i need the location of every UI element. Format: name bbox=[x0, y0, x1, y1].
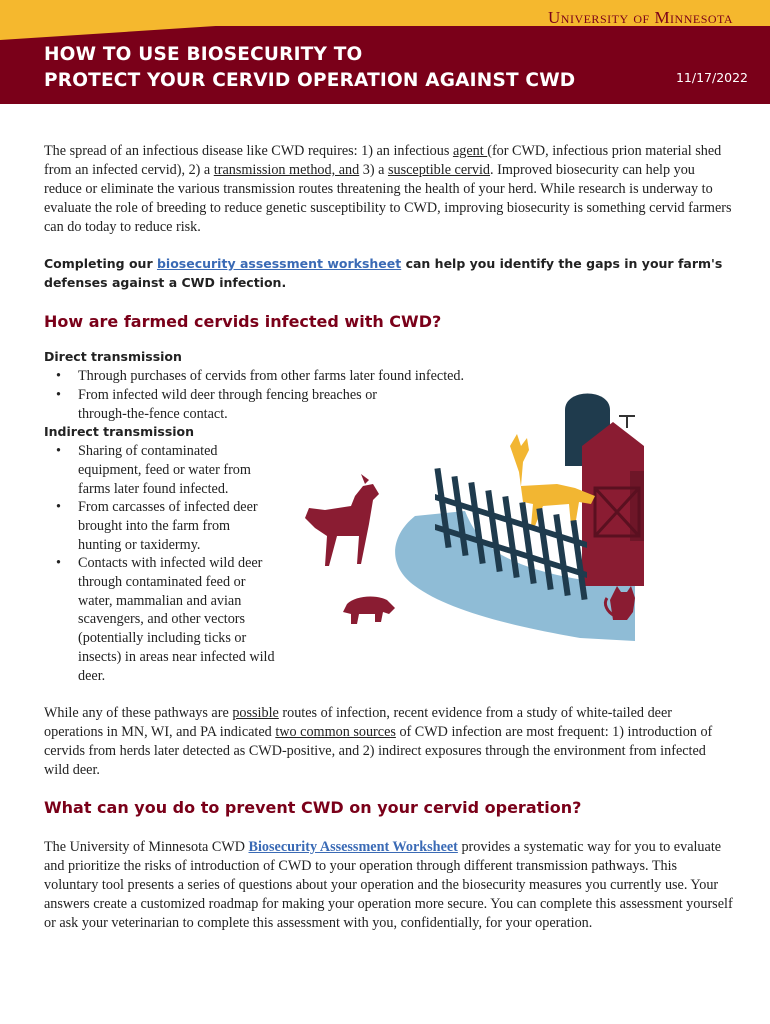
list-item: • Through purchases of cervids from other farms later found infected. bbox=[56, 367, 496, 386]
indirect-transmission-heading: Indirect transmission bbox=[44, 424, 195, 439]
callout-text: Completing our bbox=[44, 256, 157, 271]
intro-text: . Improved biosecurity can help you reduce or eliminate the various transmission routes threatening the health of your herd. While research is underway to evaluate the role of breeding to reduce genetic susceptibility to CWD, improving biosecurity is something cervid farmers can do today to reduce risk. bbox=[44, 162, 732, 235]
intro-text: (for CWD, infectious prion material shed from an infected cervid), 2) a bbox=[44, 143, 722, 178]
term-possible: possible bbox=[232, 705, 279, 721]
term-transmission: transmission method, and bbox=[213, 162, 360, 178]
title-line-1: HOW TO USE BIOSECURITY TO bbox=[44, 44, 363, 65]
list-item-text: From carcasses of infected deer brought into the farm from hunting or taxidermy. bbox=[78, 499, 258, 553]
intro-text: 3) a bbox=[359, 162, 388, 178]
doe-ear bbox=[361, 474, 369, 484]
list-item-text: Through purchases of cervids from other farms later found infected. bbox=[78, 368, 465, 384]
list-item: • Sharing of contaminated equipment, feed or water from farms later found infected. bbox=[56, 442, 266, 498]
list-item: • Contacts with infected wild deer through contaminated feed or water, mammalian and avian scavengers, and other vectors (potentially including ticks or insects) in areas near infected wild deer. bbox=[56, 555, 275, 684]
weathervane-icon bbox=[619, 416, 635, 428]
list-item: • From carcasses of infected deer brought into the farm from hunting or taxidermy. bbox=[56, 498, 274, 554]
list-item-text: Contacts with infected wild deer through contaminated feed or water, mammalian and avian scavengers, and other vectors (potentially including ticks or insects) in areas near infected wild deer. bbox=[78, 555, 275, 684]
worksheet-link[interactable]: biosecurity assessment worksheet bbox=[156, 256, 402, 271]
pathways-text: While any of these pathways are bbox=[44, 705, 233, 721]
term-agent: agent bbox=[452, 143, 488, 159]
term-susceptible: susceptible cervid bbox=[387, 162, 491, 178]
title-line-2: PROTECT YOUR CERVID OPERATION AGAINST CWD bbox=[44, 70, 576, 91]
prevention-paragraph bbox=[44, 838, 734, 933]
list-item-text: From infected wild deer through fencing breaches or through-the-fence contact. bbox=[78, 387, 378, 422]
section-heading-infection: How are farmed cervids infected with CWD? bbox=[44, 312, 442, 331]
section-heading-prevention: What can you do to prevent CWD on your cervid operation? bbox=[44, 798, 582, 817]
list-item-text: Sharing of contaminated equipment, feed or water from farms later found infected. bbox=[78, 443, 251, 497]
prevention-text: provides a systematic way for you to evaluate and prioritize the risks of introduction of CWD to your operation through different transmission pathways. This voluntary tool presents a series of questions about your operation and the biosecurity measures you currently use. Your answers create a customized roadmap for making your operation more secure. You can complete this assessment yourself or ask your veterinarian to complete this assessment with you, confidentially, for your operation. bbox=[44, 839, 733, 931]
assessment-worksheet-link[interactable]: Biosecurity Assessment Worksheet bbox=[248, 839, 458, 855]
direct-transmission-heading: Direct transmission bbox=[44, 349, 182, 364]
callout-text: can help you identify the gaps in your farm's defenses against a CWD infection. bbox=[44, 256, 723, 290]
university-logo: University of Minnesota bbox=[548, 8, 734, 27]
badger-icon bbox=[343, 597, 395, 624]
intro-paragraph bbox=[44, 142, 734, 237]
worksheet-callout bbox=[44, 254, 734, 292]
doe-icon bbox=[305, 484, 379, 566]
prevention-text: The University of Minnesota CWD bbox=[44, 839, 249, 855]
pathways-paragraph bbox=[44, 704, 734, 780]
pathways-text: routes of infection, recent evidence from a study of white-tailed deer operations in MN, WI, and PA indicated bbox=[44, 705, 672, 740]
farm-illustration bbox=[295, 376, 645, 646]
intro-text: The spread of an infectious disease like CWD requires: 1) an infectious bbox=[44, 143, 453, 159]
publish-date: 11/17/2022 bbox=[675, 70, 748, 85]
term-two-common-sources: two common sources bbox=[275, 724, 396, 740]
pathways-text: of CWD infection are most frequent: 1) introduction of cervids from herds later detected as CWD-positive, and 2) indirect exposures through the environment from infected wild deer. bbox=[44, 724, 713, 778]
list-item: • From infected wild deer through fencing breaches or through-the-fence contact. bbox=[56, 386, 386, 424]
page-title bbox=[44, 42, 575, 94]
